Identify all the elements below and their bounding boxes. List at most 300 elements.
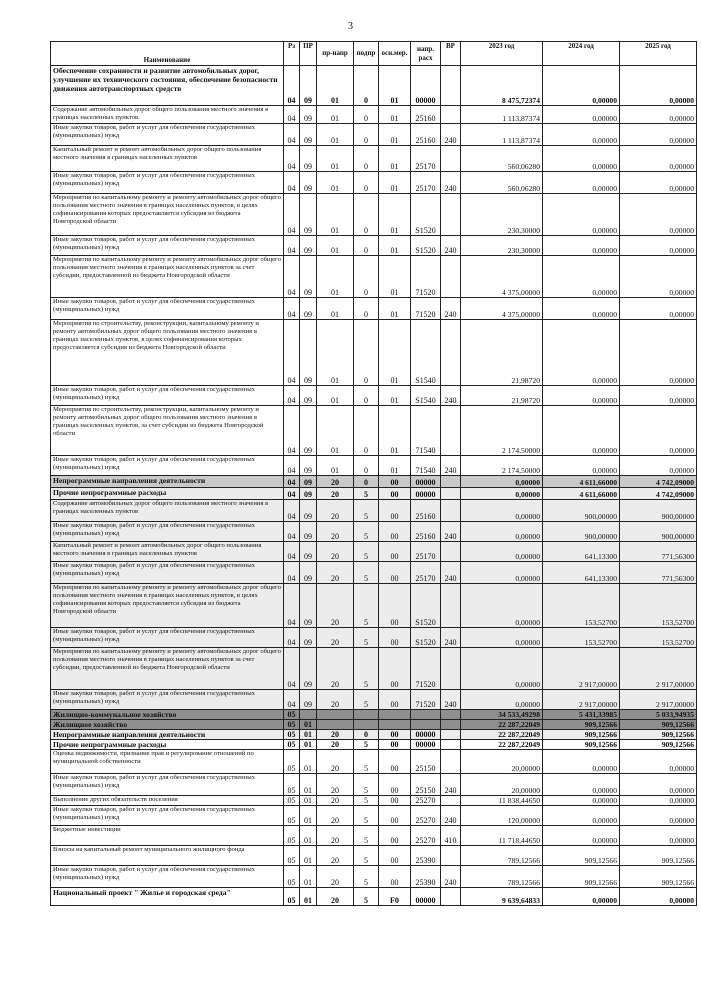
row-podpr: 5: [354, 500, 379, 522]
row-name: Оценка недвижимости, признание прав и регулирование отношений по муниципальной собственности: [51, 750, 284, 774]
row-vr: [441, 66, 461, 106]
row-osn-mer: 01: [379, 66, 411, 106]
row-value-2024: 0,00000: [543, 298, 620, 320]
row-podpr: 5: [354, 846, 379, 866]
row-rz: 05: [284, 774, 300, 796]
row-podpr: 5: [354, 826, 379, 846]
row-value-2025: 0,00000: [620, 456, 697, 476]
row-value-2023: 11 838,44650: [461, 796, 543, 806]
row-value-2024: 0,00000: [543, 106, 620, 124]
row-value-2024: 0,00000: [543, 806, 620, 826]
row-value-2025: 0,00000: [620, 806, 697, 826]
row-vr: 240: [441, 172, 461, 194]
row-value-2024: 900,00000: [543, 500, 620, 522]
row-osn-mer: 01: [379, 106, 411, 124]
row-pr-napr: 20: [317, 774, 354, 796]
row-pr-napr: 20: [317, 542, 354, 562]
row-pr-napr: 01: [317, 320, 354, 386]
row-napr-rash: S1520: [411, 584, 441, 628]
row-osn-mer: 01: [379, 298, 411, 320]
row-vr: [441, 648, 461, 690]
row-name: Обеспечение сохранности и развитие автомобильных дорог, улучшение их технического состояния, обеспечение безопасности движения автотранспортных средств: [51, 66, 284, 106]
row-value-2024: 641,13300: [543, 542, 620, 562]
row-vr: 240: [441, 690, 461, 710]
row-napr-rash: 25390: [411, 846, 441, 866]
row-rz: 05: [284, 888, 300, 906]
row-pr: 09: [300, 256, 317, 298]
row-podpr: 5: [354, 562, 379, 584]
row-rz: 05: [284, 710, 300, 720]
row-osn-mer: 00: [379, 562, 411, 584]
row-vr: 240: [441, 298, 461, 320]
row-osn-mer: 00: [379, 500, 411, 522]
row-pr-napr: 01: [317, 256, 354, 298]
table-row: [51, 542, 697, 562]
row-name: Иные закупки товаров, работ и услуг для обеспечения государственных (муниципальных) нужд: [51, 386, 284, 406]
row-podpr: 5: [354, 542, 379, 562]
table-row: [51, 826, 697, 846]
row-name: Мероприятия по строительству, реконструкции, капитальному ремонту и ремонту автомобильных дорог общего пользования местного значения в границах населенных пунктов, за счет субсидии из бюджета Новгородской области: [51, 406, 284, 456]
row-value-2023: 0,00000: [461, 628, 543, 648]
row-podpr: 5: [354, 522, 379, 542]
row-osn-mer: 01: [379, 320, 411, 386]
row-vr: 240: [441, 628, 461, 648]
row-vr: [441, 500, 461, 522]
row-value-2023: 0,00000: [461, 690, 543, 710]
row-rz: 05: [284, 846, 300, 866]
row-name: Содержание автомобильных дорог общего пользования местного значения в границах населенных пунктов: [51, 500, 284, 522]
row-value-2023: 789,12566: [461, 846, 543, 866]
row-pr: 01: [300, 846, 317, 866]
row-pr: 09: [300, 500, 317, 522]
row-pr-napr: 01: [317, 406, 354, 456]
table-row: [51, 124, 697, 146]
row-osn-mer: 00: [379, 690, 411, 710]
row-rz: 04: [284, 406, 300, 456]
row-name: Капитальный ремонт и ремонт автомобильных дорог общего пользования местного значения в границах населенных пунктов: [51, 146, 284, 172]
row-value-2025: 0,00000: [620, 124, 697, 146]
row-podpr: 0: [354, 298, 379, 320]
table-row: [51, 730, 697, 740]
row-value-2023: 4 375,00000: [461, 256, 543, 298]
row-podpr: 0: [354, 320, 379, 386]
row-napr-rash: 25170: [411, 172, 441, 194]
row-osn-mer: 01: [379, 172, 411, 194]
row-name: Иные закупки товаров, работ и услуг для обеспечения государственных (муниципальных) нужд: [51, 690, 284, 710]
row-value-2024: 0,00000: [543, 256, 620, 298]
table-row: [51, 236, 697, 256]
table-row: [51, 476, 697, 488]
header-pr-napr: пр-напр: [317, 42, 354, 66]
row-value-2024: 2 917,00000: [543, 648, 620, 690]
row-napr-rash: 25270: [411, 806, 441, 826]
row-vr: 240: [441, 236, 461, 256]
row-vr: [441, 846, 461, 866]
row-name: Выполнение других обязательств поселения: [51, 796, 284, 806]
row-value-2024: 0,00000: [543, 194, 620, 236]
row-vr: 240: [441, 124, 461, 146]
row-vr: [441, 750, 461, 774]
row-value-2023: 22 287,22049: [461, 730, 543, 740]
row-vr: 240: [441, 522, 461, 542]
row-pr: 09: [300, 406, 317, 456]
row-pr: [300, 710, 317, 720]
row-name: Непрограммные направления деятельности: [51, 730, 284, 740]
row-pr-napr: 20: [317, 796, 354, 806]
row-osn-mer: F0: [379, 888, 411, 906]
row-value-2024: 153,52700: [543, 628, 620, 648]
row-name: Прочие непрограммные расходы: [51, 740, 284, 750]
row-pr-napr: 01: [317, 172, 354, 194]
row-pr: 01: [300, 774, 317, 796]
header-year-2024: 2024 год: [543, 42, 620, 66]
row-rz: 04: [284, 146, 300, 172]
row-rz: 05: [284, 826, 300, 846]
row-napr-rash: 25160: [411, 106, 441, 124]
row-rz: 04: [284, 584, 300, 628]
row-value-2024: 0,00000: [543, 826, 620, 846]
table-row: [51, 298, 697, 320]
row-pr-napr: 20: [317, 730, 354, 740]
row-name: Иные закупки товаров, работ и услуг для обеспечения государственных (муниципальных) нужд: [51, 866, 284, 888]
table-row: [51, 106, 697, 124]
row-value-2024: 4 611,66000: [543, 488, 620, 500]
row-rz: 05: [284, 750, 300, 774]
header-name: Наименование: [51, 42, 284, 66]
row-podpr: 0: [354, 66, 379, 106]
row-podpr: 0: [354, 476, 379, 488]
row-value-2024: 0,00000: [543, 456, 620, 476]
row-osn-mer: 00: [379, 774, 411, 796]
row-value-2025: 909,12566: [620, 846, 697, 866]
row-value-2025: 153,52700: [620, 628, 697, 648]
row-value-2023: 22 287,22049: [461, 740, 543, 750]
row-value-2023: 11 718,44650: [461, 826, 543, 846]
row-value-2023: 789,12566: [461, 866, 543, 888]
row-podpr: 0: [354, 146, 379, 172]
row-napr-rash: 71520: [411, 690, 441, 710]
row-value-2023: 2 174,50000: [461, 456, 543, 476]
table-row: [51, 488, 697, 500]
row-pr-napr: [317, 710, 354, 720]
row-pr: 09: [300, 522, 317, 542]
row-value-2025: 0,00000: [620, 298, 697, 320]
row-pr-napr: 20: [317, 888, 354, 906]
table-row: [51, 796, 697, 806]
header-napr-rash: напр. расх: [411, 42, 441, 66]
row-value-2024: 909,12566: [543, 730, 620, 740]
row-vr: [441, 476, 461, 488]
row-value-2023: 0,00000: [461, 542, 543, 562]
row-osn-mer: 00: [379, 488, 411, 500]
row-osn-mer: 01: [379, 194, 411, 236]
row-napr-rash: 00000: [411, 730, 441, 740]
row-pr-napr: 20: [317, 488, 354, 500]
row-value-2025: 0,00000: [620, 774, 697, 796]
row-rz: 04: [284, 194, 300, 236]
row-vr: [441, 320, 461, 386]
row-value-2025: 900,00000: [620, 500, 697, 522]
row-value-2024: 909,12566: [543, 740, 620, 750]
row-vr: 240: [441, 562, 461, 584]
row-value-2023: 1 113,87374: [461, 106, 543, 124]
row-podpr: 5: [354, 806, 379, 826]
row-podpr: 0: [354, 730, 379, 740]
row-value-2024: 0,00000: [543, 66, 620, 106]
row-podpr: 5: [354, 796, 379, 806]
row-vr: 240: [441, 456, 461, 476]
row-vr: 240: [441, 774, 461, 796]
row-podpr: [354, 720, 379, 730]
row-name: Иные закупки товаров, работ и услуг для обеспечения государственных (муниципальных) нужд: [51, 774, 284, 796]
table-row: [51, 172, 697, 194]
row-pr: 09: [300, 298, 317, 320]
row-rz: 04: [284, 648, 300, 690]
row-value-2025: 0,00000: [620, 194, 697, 236]
table-row: [51, 628, 697, 648]
row-osn-mer: 01: [379, 406, 411, 456]
row-osn-mer: 00: [379, 796, 411, 806]
row-osn-mer: 00: [379, 648, 411, 690]
row-napr-rash: 25170: [411, 562, 441, 584]
row-pr: 09: [300, 106, 317, 124]
row-pr: 09: [300, 124, 317, 146]
row-napr-rash: S1520: [411, 194, 441, 236]
row-osn-mer: 00: [379, 846, 411, 866]
row-podpr: 5: [354, 888, 379, 906]
row-vr: 410: [441, 826, 461, 846]
row-value-2025: 909,12566: [620, 866, 697, 888]
row-value-2025: 771,56300: [620, 562, 697, 584]
table-row: [51, 386, 697, 406]
table-row: [51, 320, 697, 386]
row-value-2024: 0,00000: [543, 406, 620, 456]
row-pr: 09: [300, 488, 317, 500]
row-osn-mer: 01: [379, 236, 411, 256]
row-pr-napr: 20: [317, 690, 354, 710]
row-value-2025: 909,12566: [620, 740, 697, 750]
row-name: Иные закупки товаров, работ и услуг для обеспечения государственных (муниципальных) нужд: [51, 172, 284, 194]
row-osn-mer: 01: [379, 386, 411, 406]
row-value-2024: 0,00000: [543, 146, 620, 172]
row-pr: 09: [300, 628, 317, 648]
header-podpr: подпр: [354, 42, 379, 66]
row-rz: 05: [284, 806, 300, 826]
row-podpr: 5: [354, 774, 379, 796]
row-vr: [441, 740, 461, 750]
row-pr-napr: 01: [317, 66, 354, 106]
row-name: Национальный проект " Жилье и городская среда": [51, 888, 284, 906]
row-name: Содержание автомобильных дорог общего пользования местного значения в границах населенных пунктов.: [51, 106, 284, 124]
row-value-2025: 0,00000: [620, 826, 697, 846]
row-value-2023: 1 113,87374: [461, 124, 543, 146]
row-value-2024: 2 917,00000: [543, 690, 620, 710]
row-pr-napr: 20: [317, 806, 354, 826]
row-vr: [441, 256, 461, 298]
row-osn-mer: 00: [379, 542, 411, 562]
row-napr-rash: 00000: [411, 66, 441, 106]
row-value-2023: 230,30000: [461, 194, 543, 236]
table-row: [51, 774, 697, 796]
row-napr-rash: 25170: [411, 146, 441, 172]
row-napr-rash: S1540: [411, 386, 441, 406]
row-value-2025: 0,00000: [620, 236, 697, 256]
row-name: Иные закупки товаров, работ и услуг для обеспечения государственных (муниципальных) нужд: [51, 298, 284, 320]
row-vr: [441, 710, 461, 720]
row-value-2023: 0,00000: [461, 488, 543, 500]
row-pr-napr: 01: [317, 106, 354, 124]
row-value-2023: 2 174,50000: [461, 406, 543, 456]
row-name: Жилищно-коммунальное хозяйство: [51, 710, 284, 720]
row-pr: 09: [300, 584, 317, 628]
row-value-2025: 2 917,00000: [620, 648, 697, 690]
row-value-2025: 909,12566: [620, 730, 697, 740]
row-podpr: 0: [354, 172, 379, 194]
row-pr-napr: 01: [317, 146, 354, 172]
row-pr: 09: [300, 476, 317, 488]
row-pr: 01: [300, 796, 317, 806]
row-podpr: 5: [354, 488, 379, 500]
row-value-2024: 900,00000: [543, 522, 620, 542]
row-value-2025: 0,00000: [620, 406, 697, 456]
row-vr: [441, 542, 461, 562]
row-osn-mer: 00: [379, 628, 411, 648]
row-napr-rash: 00000: [411, 488, 441, 500]
row-name: Иные закупки товаров, работ и услуг для обеспечения государственных (муниципальных) нужд: [51, 236, 284, 256]
row-vr: [441, 146, 461, 172]
table-row: [51, 690, 697, 710]
row-pr-napr: 01: [317, 456, 354, 476]
header-vr: ВР: [441, 42, 461, 66]
row-value-2024: 0,00000: [543, 124, 620, 146]
row-osn-mer: [379, 710, 411, 720]
row-napr-rash: 25160: [411, 124, 441, 146]
page-number: 3: [348, 21, 353, 32]
row-pr: 09: [300, 542, 317, 562]
row-value-2024: 0,00000: [543, 774, 620, 796]
row-osn-mer: 00: [379, 866, 411, 888]
row-napr-rash: [411, 710, 441, 720]
row-napr-rash: 00000: [411, 888, 441, 906]
row-value-2025: 0,00000: [620, 172, 697, 194]
row-pr: 01: [300, 750, 317, 774]
row-osn-mer: 01: [379, 256, 411, 298]
row-podpr: 0: [354, 194, 379, 236]
row-napr-rash: 25390: [411, 866, 441, 888]
row-napr-rash: S1520: [411, 628, 441, 648]
table-row: [51, 146, 697, 172]
header-osn-mer: осн.мер.: [379, 42, 411, 66]
row-podpr: 0: [354, 386, 379, 406]
row-rz: 04: [284, 476, 300, 488]
row-pr-napr: 20: [317, 740, 354, 750]
row-napr-rash: 00000: [411, 476, 441, 488]
row-value-2024: 153,52700: [543, 584, 620, 628]
row-value-2025: 0,00000: [620, 106, 697, 124]
row-osn-mer: [379, 720, 411, 730]
row-value-2023: 34 533,49298: [461, 710, 543, 720]
row-pr: 09: [300, 562, 317, 584]
row-pr: 09: [300, 194, 317, 236]
row-value-2024: 909,12566: [543, 720, 620, 730]
row-value-2023: 0,00000: [461, 522, 543, 542]
table-row: [51, 846, 697, 866]
row-name: Иные закупки товаров, работ и услуг для обеспечения государственных (муниципальных) нужд: [51, 456, 284, 476]
row-osn-mer: 00: [379, 806, 411, 826]
row-value-2025: 0,00000: [620, 146, 697, 172]
row-osn-mer: 00: [379, 826, 411, 846]
table-row: [51, 562, 697, 584]
budget-table: [50, 41, 697, 906]
table-row: [51, 710, 697, 720]
row-vr: [441, 194, 461, 236]
row-podpr: 5: [354, 628, 379, 648]
row-name: Мероприятия по капитальному ремонту и ремонту автомобильных дорог общего пользования местного значения в границах населенных пунктов, в целях софинансирования которых предоставляется субсидия из бюджета Новгородской области: [51, 194, 284, 236]
header-rz: Рз: [284, 42, 300, 66]
row-value-2025: 0,00000: [620, 256, 697, 298]
row-value-2023: 120,00000: [461, 806, 543, 826]
row-pr: 01: [300, 720, 317, 730]
row-podpr: 0: [354, 124, 379, 146]
row-value-2024: 641,13300: [543, 562, 620, 584]
row-napr-rash: 71540: [411, 456, 441, 476]
row-napr-rash: 25270: [411, 826, 441, 846]
table-row: [51, 750, 697, 774]
row-osn-mer: 01: [379, 456, 411, 476]
row-pr-napr: [317, 720, 354, 730]
row-pr-napr: 20: [317, 826, 354, 846]
row-name: Жилищное хозяйство: [51, 720, 284, 730]
row-value-2025: 900,00000: [620, 522, 697, 542]
row-pr-napr: 01: [317, 124, 354, 146]
row-name: Иные закупки товаров, работ и услуг для обеспечения государственных (муниципальных) нужд: [51, 562, 284, 584]
table-header-row: [51, 42, 697, 66]
row-rz: 04: [284, 628, 300, 648]
table-row: [51, 740, 697, 750]
row-name: Иные закупки товаров, работ и услуг для обеспечения государственных (муниципальных) нужд: [51, 806, 284, 826]
row-value-2024: 0,00000: [543, 236, 620, 256]
table-row: [51, 194, 697, 236]
row-value-2025: 0,00000: [620, 320, 697, 386]
row-napr-rash: 25170: [411, 542, 441, 562]
row-napr-rash: [411, 720, 441, 730]
row-value-2023: 0,00000: [461, 648, 543, 690]
row-pr: 09: [300, 66, 317, 106]
row-napr-rash: 25160: [411, 500, 441, 522]
row-value-2023: 9 639,64833: [461, 888, 543, 906]
row-osn-mer: 00: [379, 522, 411, 542]
row-pr: 09: [300, 648, 317, 690]
row-napr-rash: 71520: [411, 256, 441, 298]
row-vr: [441, 488, 461, 500]
row-pr: 09: [300, 172, 317, 194]
row-pr: 01: [300, 888, 317, 906]
row-value-2025: 771,56300: [620, 542, 697, 562]
row-name: Мероприятия по капитальному ремонту и ремонту автомобильных дорог общего пользования местного значения в границах населенных пунктов за счет субсидии, предоставленной из бюджета Новгородской области: [51, 256, 284, 298]
row-osn-mer: 01: [379, 146, 411, 172]
row-value-2025: 5 033,94935: [620, 710, 697, 720]
row-pr-napr: 20: [317, 866, 354, 888]
table-row: [51, 584, 697, 628]
row-napr-rash: 25160: [411, 522, 441, 542]
table-row: [51, 256, 697, 298]
row-value-2025: 0,00000: [620, 796, 697, 806]
row-name: Иные закупки товаров, работ и услуг для обеспечения государственных (муниципальных) нужд: [51, 522, 284, 542]
row-vr: 240: [441, 806, 461, 826]
row-rz: 05: [284, 720, 300, 730]
row-value-2025: 153,52700: [620, 584, 697, 628]
row-value-2024: 909,12566: [543, 866, 620, 888]
